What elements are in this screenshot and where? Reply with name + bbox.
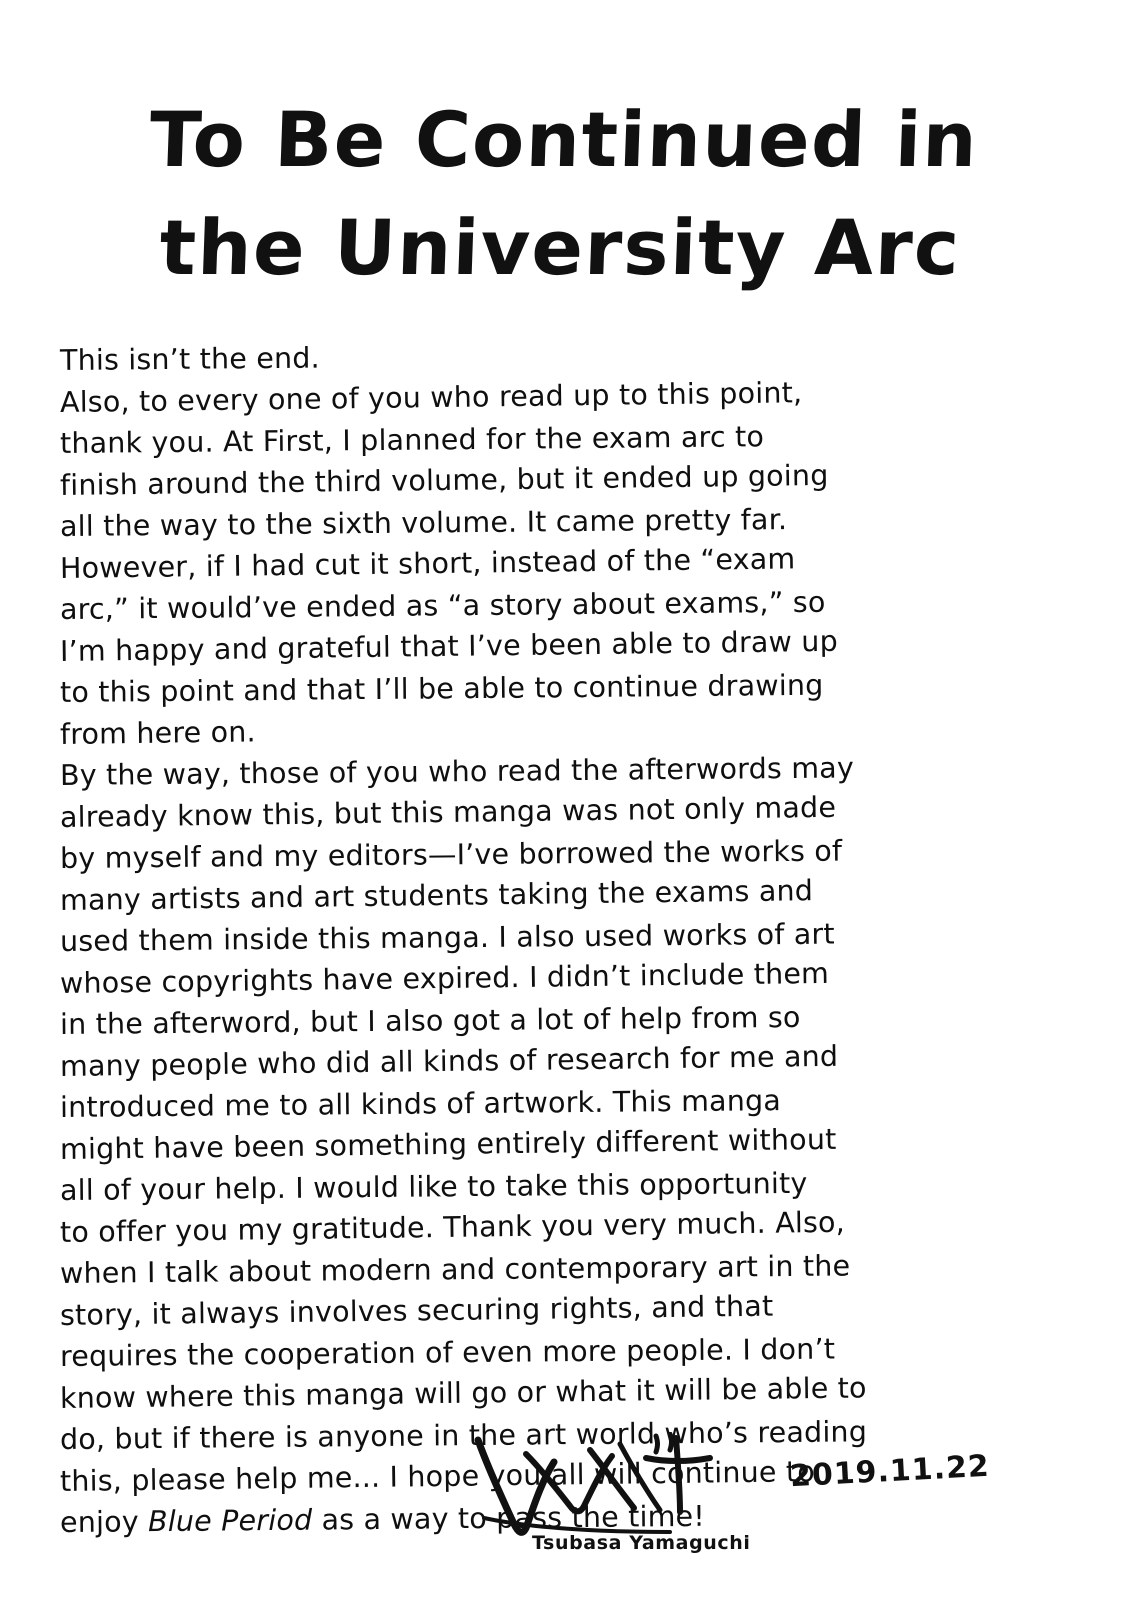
text-line: when I talk about modern and contemporary art in the bbox=[59, 1249, 851, 1290]
signature-block bbox=[470, 1432, 1030, 1582]
signature-date: 2019.11.22 bbox=[789, 1448, 991, 1495]
text-line: to offer you my gratitude. Thank you very much. Also, bbox=[59, 1205, 846, 1249]
text-line: this, please help me... I hope you all will continue to bbox=[59, 1454, 816, 1498]
text-line: requires the cooperation of even more people. I don’t bbox=[59, 1332, 836, 1373]
text-line: arc,” it would’ve ended as “a story about exams,” so bbox=[59, 585, 826, 626]
text-line: all the way to the sixth volume. It came pretty far. bbox=[59, 503, 788, 543]
text-line: might have been something entirely different without bbox=[59, 1122, 837, 1166]
text-line: many people who did all kinds of research for me and bbox=[59, 1039, 839, 1083]
text-line: by myself and my editors—I’ve borrowed the works of bbox=[59, 834, 843, 875]
text-line: all of your help. I would like to take this opportunity bbox=[59, 1166, 808, 1207]
text-line: already know this, but this manga was not only made bbox=[59, 790, 837, 834]
text-line: introduced me to all kinds of artwork. This manga bbox=[59, 1084, 782, 1124]
page-title-line-2: the University Arc bbox=[158, 202, 963, 292]
text-line: thank you. At First, I planned for the exam arc to bbox=[59, 420, 765, 460]
text-line: By the way, those of you who read the afterwords may bbox=[59, 751, 855, 792]
text-line: This isn’t the end. bbox=[59, 341, 320, 377]
afterword-paragraph-2 bbox=[59, 751, 1070, 1544]
text-line: many artists and art students taking the exams and bbox=[59, 873, 814, 917]
text-line: from here on. bbox=[59, 714, 257, 751]
text-line: story, it always involves securing rights, and that bbox=[59, 1289, 774, 1332]
text-line: whose copyrights have expired. I didn’t include them bbox=[59, 956, 830, 1000]
text-line: finish around the third volume, but it ended up going bbox=[59, 458, 829, 502]
text-line: to this point and that I’ll be able to continue drawing bbox=[59, 668, 824, 709]
text-line: Also, to every one of you who read up to this point, bbox=[59, 375, 803, 419]
text-line: used them inside this manga. I also used works of art bbox=[59, 917, 835, 958]
text-line: in the afterword, but I also got a lot of help from so bbox=[59, 1000, 801, 1041]
page-title bbox=[0, 86, 1124, 302]
text-line: I’m happy and grateful that I’ve been able to draw up bbox=[59, 624, 839, 668]
afterword-body bbox=[60, 340, 1070, 1544]
afterword-paragraph-1 bbox=[60, 340, 1070, 755]
text-line: However, if I had cut it short, instead of the “exam bbox=[59, 541, 796, 585]
final-line-prefix: enjoy bbox=[59, 1505, 149, 1539]
final-line-suffix: as a way to pass the time! bbox=[312, 1499, 706, 1537]
text-line: do, but if there is anyone in the art world who’s reading bbox=[59, 1415, 868, 1456]
text-line: know where this manga will go or what it will be able to bbox=[59, 1370, 867, 1415]
signature-name: Tsubasa Yamaguchi bbox=[532, 1532, 751, 1554]
series-title: Blue Period bbox=[147, 1503, 313, 1539]
page-title-line-1: To Be Continued in bbox=[148, 95, 980, 184]
